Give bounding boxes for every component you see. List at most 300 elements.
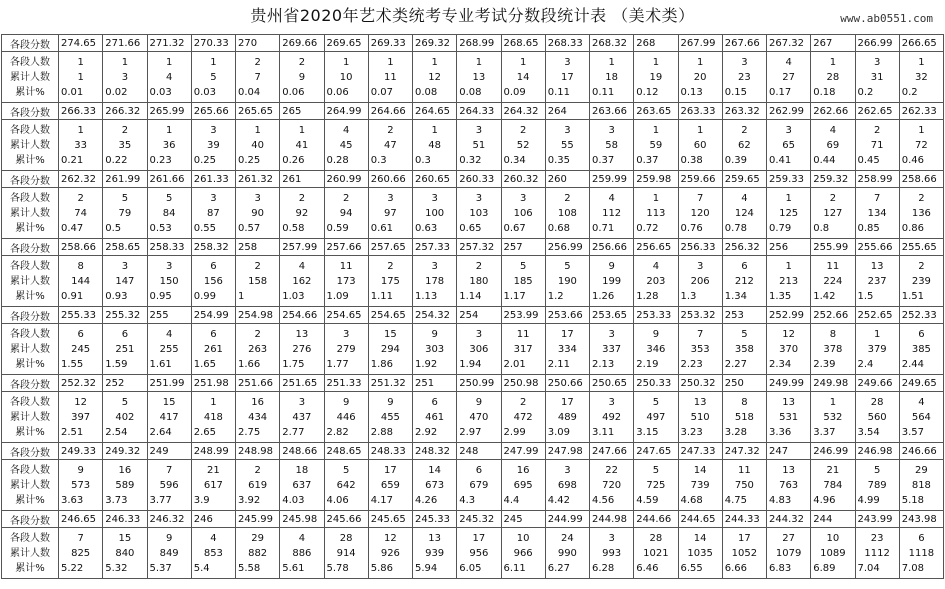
cumulative-value: 739 [690, 479, 710, 491]
score-cell: 246.66 [899, 443, 943, 460]
cumulative-value: 642 [336, 479, 356, 491]
stats-cell [678, 324, 722, 375]
score-cell: 244.99 [545, 511, 589, 528]
cumulative-value: 461 [425, 411, 445, 423]
count-value: 3 [741, 56, 748, 68]
count-value: 6 [121, 328, 129, 340]
count-value: 1 [696, 124, 704, 136]
percent-value: 0.99 [193, 290, 217, 302]
percent-value: 5.61 [282, 562, 305, 574]
count-value: 3 [165, 260, 173, 272]
stats-cell [899, 392, 943, 443]
score-distribution-table [1, 34, 944, 579]
score-cell: 261 [280, 171, 324, 188]
score-cell: 257.65 [368, 239, 412, 256]
score-cell: 258 [236, 239, 280, 256]
count-value: 1 [298, 124, 306, 136]
stats-cell [280, 392, 324, 443]
percent-value: 0.34 [503, 154, 526, 166]
score-cell: 258.66 [899, 171, 943, 188]
stats-cell [191, 120, 235, 171]
stats-cell [811, 52, 855, 103]
cumulative-value: 40 [251, 139, 264, 151]
percent-value: 1.75 [282, 358, 305, 370]
score-cell: 262.66 [811, 103, 855, 120]
percent-value: 3.77 [149, 494, 172, 506]
cumulative-value: 144 [71, 275, 91, 287]
stats-cell [501, 256, 545, 307]
cumulative-value: 52 [516, 139, 530, 151]
percent-value: 2.44 [901, 358, 925, 370]
stats-cell [413, 52, 457, 103]
percent-value: 0.68 [547, 222, 571, 234]
cumulative-value: 564 [911, 411, 931, 423]
percent-value: 4.68 [680, 494, 703, 506]
cumulative-value: 20 [693, 71, 707, 83]
count-value: 2 [519, 124, 527, 136]
percent-value: 1 [238, 290, 245, 302]
cumulative-value: 818 [911, 479, 931, 491]
count-value: 5 [519, 260, 527, 272]
stats-cell [191, 256, 235, 307]
score-label: 各段分数 [2, 443, 59, 460]
percent-value: 0.46 [901, 154, 925, 166]
stats-cell [413, 324, 457, 375]
score-cell: 253.32 [678, 307, 722, 324]
score-cell: 264 [545, 103, 589, 120]
score-cell: 265.65 [236, 103, 280, 120]
count-value: 6 [431, 396, 438, 408]
cumulative-value: 337 [602, 343, 622, 355]
stats-cell [103, 120, 147, 171]
score-cell: 249.33 [59, 443, 103, 460]
cumulative-value: 124 [734, 207, 754, 219]
count-value: 2 [387, 260, 394, 272]
count-value: 2 [77, 192, 84, 204]
stats-cell [855, 460, 899, 511]
count-value: 4 [342, 124, 350, 136]
percent-value: 0.63 [415, 222, 438, 234]
cumulative-value: 162 [292, 275, 312, 287]
stats-cell [103, 392, 147, 443]
percent-value: 1.86 [370, 358, 394, 370]
score-cell: 250.33 [634, 375, 678, 392]
site-watermark: www.ab0551.com [840, 12, 933, 25]
score-cell: 257 [501, 239, 545, 256]
cumulative-value: 33 [74, 139, 87, 151]
stats-cell [457, 120, 501, 171]
stats-cell [413, 120, 457, 171]
count-value: 7 [873, 192, 881, 204]
stats-cell [545, 392, 589, 443]
score-cell: 262.65 [855, 103, 899, 120]
percent-value: 0.01 [61, 86, 84, 98]
stats-cell [59, 120, 103, 171]
cumulative-value: 84 [162, 207, 176, 219]
percent-value: 1.77 [326, 358, 349, 370]
score-cell: 268 [634, 35, 678, 52]
score-cell: 269.33 [368, 35, 412, 52]
percent-value: 0.25 [238, 154, 261, 166]
stats-cell [147, 324, 191, 375]
count-value: 1 [652, 192, 660, 204]
percent-label: 累计% [15, 86, 45, 98]
stats-cell [501, 460, 545, 511]
count-value: 2 [519, 396, 527, 408]
count-value: 3 [564, 56, 571, 68]
percent-value: 7.04 [857, 562, 880, 574]
cumulative-value: 470 [469, 411, 489, 423]
percent-value: 4.4 [503, 494, 520, 506]
stats-cell [280, 324, 324, 375]
stats-cell [103, 256, 147, 307]
score-cell: 248 [457, 443, 501, 460]
stats-cell [767, 256, 811, 307]
percent-value: 4.59 [636, 494, 659, 506]
stats-labels [2, 256, 59, 307]
percent-value: 4.42 [547, 494, 571, 506]
score-cell: 245.66 [324, 511, 368, 528]
count-value: 13 [428, 532, 441, 544]
score-cell: 246.98 [855, 443, 899, 460]
count-value: 2 [342, 192, 350, 204]
stats-cell [855, 120, 899, 171]
percent-value: 2.54 [105, 426, 128, 438]
score-cell: 253.65 [590, 307, 634, 324]
score-cell: 269.32 [413, 35, 457, 52]
stats-cell [545, 324, 589, 375]
percent-value: 0.91 [61, 290, 84, 302]
count-value: 1 [165, 56, 173, 68]
percent-value: 4.99 [857, 494, 880, 506]
count-value: 1 [165, 124, 173, 136]
score-cell: 252.99 [767, 307, 811, 324]
count-label: 各段人数 [10, 396, 50, 408]
score-cell: 243.99 [855, 511, 899, 528]
cumulative-value: 261 [203, 343, 223, 355]
count-label: 各段人数 [10, 328, 50, 340]
count-value: 3 [608, 396, 615, 408]
score-cell: 267.32 [767, 35, 811, 52]
score-cell: 257.32 [457, 239, 501, 256]
score-cell: 248.98 [236, 443, 280, 460]
score-cell: 268.33 [545, 35, 589, 52]
count-value: 1 [652, 124, 660, 136]
stats-cell [590, 256, 634, 307]
count-value: 1 [210, 56, 217, 68]
cumulative-value: 120 [690, 207, 710, 219]
stats-labels [2, 188, 59, 239]
cumulative-value: 206 [690, 275, 710, 287]
stats-cell [678, 392, 722, 443]
stats-row [2, 528, 944, 579]
count-value: 13 [782, 396, 795, 408]
count-value: 9 [342, 396, 350, 408]
percent-value: 3.09 [547, 426, 571, 438]
percent-value: 2.75 [238, 426, 261, 438]
score-cell: 247.99 [501, 443, 545, 460]
count-value: 1 [873, 328, 881, 340]
percent-value: 0.03 [149, 86, 172, 98]
percent-value: 5.22 [61, 562, 84, 574]
percent-value: 1.42 [813, 290, 836, 302]
score-cell: 261.99 [103, 171, 147, 188]
count-value: 2 [121, 124, 129, 136]
count-value: 1 [342, 56, 350, 68]
percent-value: 0.23 [149, 154, 172, 166]
stats-cell [855, 528, 899, 579]
percent-value: 0.59 [326, 222, 349, 234]
count-value: 3 [873, 56, 881, 68]
score-cell: 268.99 [457, 35, 501, 52]
count-value: 5 [165, 192, 173, 204]
cumulative-value: 62 [738, 139, 751, 151]
stats-cell [899, 52, 943, 103]
stats-cell [811, 188, 855, 239]
stats-cell [457, 188, 501, 239]
count-value: 1 [519, 56, 527, 68]
score-cell: 262.32 [59, 171, 103, 188]
stats-labels [2, 392, 59, 443]
count-value: 12 [384, 532, 397, 544]
score-cell: 266.65 [899, 35, 943, 52]
score-cell: 251.32 [368, 375, 412, 392]
score-cell: 253.33 [634, 307, 678, 324]
cumulative-value: 849 [159, 547, 179, 559]
percent-value: 5.32 [105, 562, 128, 574]
percent-value: 0.06 [282, 86, 305, 98]
stats-cell [280, 256, 324, 307]
score-cell: 261.66 [147, 171, 191, 188]
stats-cell [634, 324, 678, 375]
cumulative-value: 825 [71, 547, 91, 559]
score-cell: 260.99 [324, 171, 368, 188]
score-cell: 247.98 [545, 443, 589, 460]
count-value: 12 [782, 328, 795, 340]
percent-value: 4.75 [724, 494, 748, 506]
count-value: 15 [162, 396, 176, 408]
count-value: 4 [741, 192, 748, 204]
stats-cell [191, 52, 235, 103]
cumulative-value: 596 [159, 479, 179, 491]
percent-value: 0.47 [61, 222, 84, 234]
count-value: 13 [870, 260, 884, 272]
percent-value: 0.67 [503, 222, 526, 234]
cumulative-value: 560 [867, 411, 887, 423]
count-value: 17 [472, 532, 486, 544]
cumulative-value: 679 [469, 479, 489, 491]
percent-value: 0.61 [370, 222, 394, 234]
percent-value: 3.73 [105, 494, 128, 506]
stats-cell [236, 188, 280, 239]
score-cell: 249.65 [899, 375, 943, 392]
cumulative-value: 1112 [864, 547, 890, 559]
score-cell: 267.66 [722, 35, 766, 52]
percent-value: 6.83 [769, 562, 792, 574]
cumulative-value: 637 [292, 479, 312, 491]
cumulative-value: 306 [469, 343, 489, 355]
percent-value: 5.78 [326, 562, 349, 574]
count-value: 15 [384, 328, 397, 340]
count-value: 3 [564, 124, 571, 136]
score-cell: 248.99 [191, 443, 235, 460]
percent-value: 1.59 [105, 358, 128, 370]
count-value: 3 [387, 192, 394, 204]
percent-value: 2.65 [193, 426, 217, 438]
count-value: 1 [696, 56, 704, 68]
percent-value: 0.08 [415, 86, 438, 98]
score-cell: 248.33 [368, 443, 412, 460]
cumulative-value: 379 [867, 343, 887, 355]
percent-value: 1.3 [680, 290, 697, 302]
score-cell: 257.66 [324, 239, 368, 256]
cumulative-value: 725 [646, 479, 666, 491]
percent-value: 0.13 [680, 86, 703, 98]
percent-value: 1.92 [415, 358, 438, 370]
cumulative-value: 397 [71, 411, 91, 423]
count-value: 18 [295, 464, 309, 476]
percent-value: 3.37 [813, 426, 836, 438]
score-cell: 254.98 [236, 307, 280, 324]
cumulative-value: 239 [911, 275, 931, 287]
percent-value: 3.23 [680, 426, 703, 438]
count-value: 7 [165, 464, 173, 476]
percent-value: 3.92 [238, 494, 261, 506]
count-value: 13 [693, 396, 707, 408]
count-value: 9 [165, 532, 173, 544]
cumulative-value: 378 [823, 343, 843, 355]
count-value: 24 [561, 532, 574, 544]
percent-label: 累计% [15, 426, 45, 438]
score-label: 各段分数 [2, 35, 59, 52]
stats-cell [236, 256, 280, 307]
cumulative-value: 113 [646, 207, 666, 219]
percent-value: 5.37 [149, 562, 172, 574]
stats-labels [2, 528, 59, 579]
score-cell: 244.32 [767, 511, 811, 528]
count-value: 2 [254, 328, 261, 340]
score-cell: 253 [722, 307, 766, 324]
count-value: 3 [298, 396, 306, 408]
cumulative-value: 58 [605, 139, 618, 151]
percent-label: 累计% [15, 222, 45, 234]
score-cell: 251.99 [147, 375, 191, 392]
score-cell: 249.99 [767, 375, 811, 392]
score-cell: 245.32 [457, 511, 501, 528]
cumulative-value: 489 [557, 411, 577, 423]
cumulative-value: 1035 [687, 547, 713, 559]
percent-value: 0.35 [547, 154, 571, 166]
cumulative-value: 51 [472, 139, 486, 151]
cumulative-label: 累计人数 [10, 343, 50, 355]
score-cell: 247 [767, 443, 811, 460]
score-cell: 249.98 [811, 375, 855, 392]
count-label: 各段人数 [10, 532, 50, 544]
count-value: 1 [785, 192, 792, 204]
count-value: 1 [254, 124, 261, 136]
cumulative-value: 19 [649, 71, 663, 83]
stats-cell [855, 188, 899, 239]
stats-cell [678, 256, 722, 307]
cumulative-value: 100 [425, 207, 445, 219]
cumulative-value: 17 [561, 71, 574, 83]
cumulative-value: 276 [292, 343, 312, 355]
cumulative-value: 11 [384, 71, 397, 83]
percent-value: 5.94 [415, 562, 438, 574]
stats-cell [811, 392, 855, 443]
stats-cell [722, 188, 766, 239]
count-value: 2 [564, 192, 571, 204]
cumulative-value: 39 [207, 139, 220, 151]
percent-label: 累计% [15, 494, 45, 506]
score-cell: 265 [280, 103, 324, 120]
stats-labels [2, 324, 59, 375]
percent-value: 0.65 [459, 222, 482, 234]
percent-value: 2.23 [680, 358, 703, 370]
score-cell: 263.33 [678, 103, 722, 120]
cumulative-value: 112 [602, 207, 622, 219]
cumulative-value: 237 [867, 275, 887, 287]
percent-value: 0.12 [636, 86, 659, 98]
percent-value: 2.88 [370, 426, 394, 438]
cumulative-value: 3 [121, 71, 129, 83]
stats-row [2, 392, 944, 443]
cumulative-value: 492 [602, 411, 622, 423]
count-value: 3 [475, 328, 483, 340]
stats-cell [191, 528, 235, 579]
percent-value: 1.5 [857, 290, 874, 302]
stats-cell [501, 528, 545, 579]
stats-cell [413, 528, 457, 579]
score-cell: 250 [722, 375, 766, 392]
stats-row [2, 188, 944, 239]
score-cell: 264.33 [457, 103, 501, 120]
percent-value: 6.46 [636, 562, 659, 574]
stats-cell [457, 460, 501, 511]
cumulative-value: 939 [425, 547, 445, 559]
score-cell: 252.32 [59, 375, 103, 392]
score-cell: 253.66 [545, 307, 589, 324]
stats-cell [368, 460, 412, 511]
percent-value: 3.57 [901, 426, 925, 438]
cumulative-value: 173 [336, 275, 356, 287]
score-cell: 259.32 [811, 171, 855, 188]
stats-cell [147, 392, 191, 443]
cumulative-value: 434 [248, 411, 268, 423]
score-cell: 260.65 [413, 171, 457, 188]
cumulative-value: 5 [210, 71, 217, 83]
count-label: 各段人数 [10, 124, 50, 136]
cumulative-value: 7 [254, 71, 261, 83]
percent-value: 1.55 [61, 358, 84, 370]
stats-labels [2, 120, 59, 171]
percent-value: 1.66 [238, 358, 261, 370]
stats-cell [324, 188, 368, 239]
stats-cell [545, 528, 589, 579]
stats-cell [855, 392, 899, 443]
stats-cell [545, 460, 589, 511]
count-value: 6 [918, 328, 925, 340]
cumulative-value: 1021 [643, 547, 669, 559]
percent-label: 累计% [15, 290, 45, 302]
stats-cell [811, 324, 855, 375]
percent-value: 0.21 [61, 154, 84, 166]
score-cell: 250.66 [545, 375, 589, 392]
score-cell: 271.32 [147, 35, 191, 52]
percent-value: 0.3 [415, 154, 431, 166]
stats-cell [722, 324, 766, 375]
cumulative-value: 619 [248, 479, 268, 491]
